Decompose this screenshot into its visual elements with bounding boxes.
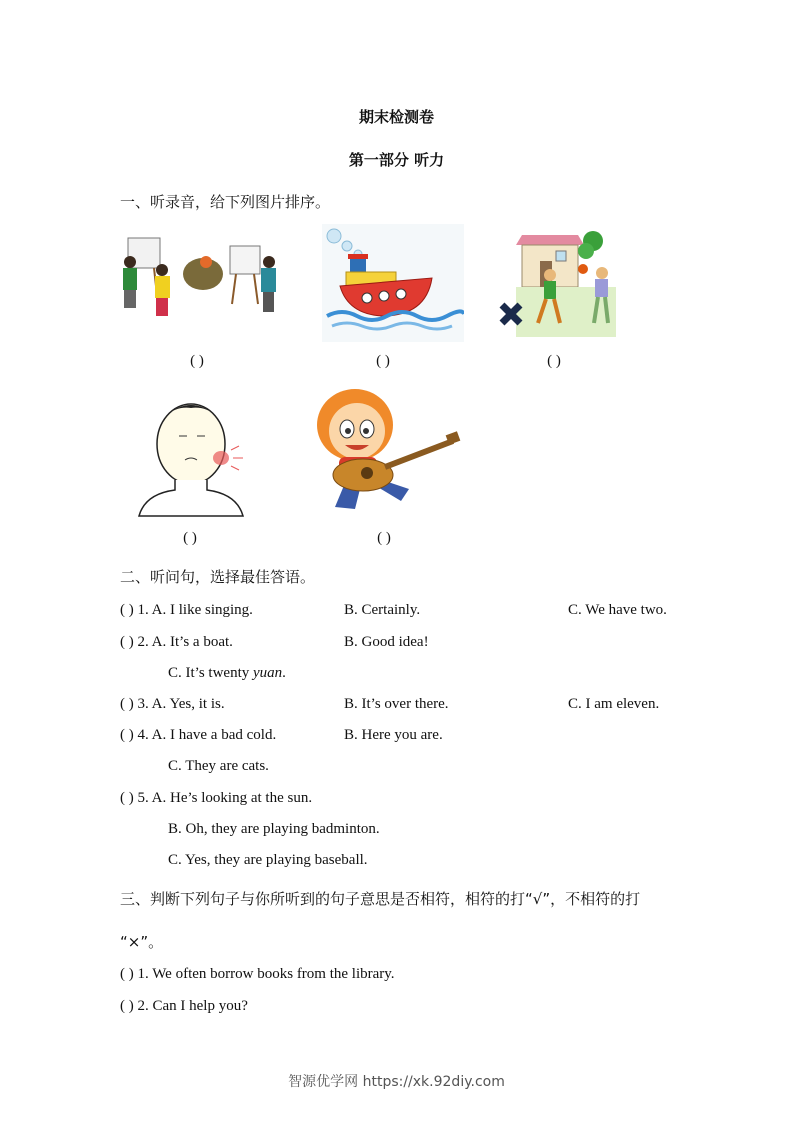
kids-playing-ball-illustration (498, 227, 616, 337)
page-title: 期末检测卷 (358, 108, 434, 126)
picture-2-blank[interactable]: ( ) (376, 353, 390, 369)
section3-heading: 三、判断下列句子与你所听到的句子意思是否相符，相符的打“√”，不相符的打 (120, 890, 641, 908)
q5-option-a[interactable]: ( ) 5. A. He’s looking at the sun. (120, 790, 313, 806)
q2-option-b[interactable]: B. Good idea! (344, 634, 429, 650)
boy-with-toothache-illustration (135, 390, 247, 518)
part-title: 第一部分 听力 (348, 151, 445, 169)
footer-watermark: 智源优学网 https://xk.92diy.com (288, 1074, 505, 1090)
q2-option-a[interactable]: ( ) 2. A. It’s a boat. (120, 634, 233, 650)
q2-option-c[interactable] (168, 665, 286, 682)
s3-item-1[interactable]: ( ) 1. We often borrow books from the library. (120, 966, 395, 982)
picture-4-blank[interactable]: ( ) (183, 530, 197, 546)
q5-option-b[interactable]: B. Oh, they are playing badminton. (168, 821, 380, 837)
q1-option-c[interactable]: C. We have two. (568, 602, 667, 618)
children-painting-illustration (118, 232, 282, 332)
picture-1-blank[interactable]: ( ) (190, 353, 204, 369)
q1-option-b[interactable]: B. Certainly. (344, 602, 421, 618)
q4-option-a[interactable]: ( ) 4. A. I have a bad cold. (120, 727, 277, 743)
q4-option-b[interactable]: B. Here you are. (344, 727, 443, 743)
q2-option-c-text: C. It’s twenty (168, 665, 253, 681)
section1-heading: 一、听录音，给下列图片排序。 (120, 193, 331, 211)
picture-3-blank[interactable]: ( ) (547, 353, 561, 369)
q1-option-a[interactable]: ( ) 1. A. I like singing. (120, 602, 253, 618)
picture-5-blank[interactable]: ( ) (377, 530, 391, 546)
section2-heading: 二、听问句，选择最佳答语。 (120, 568, 316, 586)
q5-option-c[interactable]: C. Yes, they are playing baseball. (168, 852, 368, 868)
cartoon-ship-illustration (322, 224, 464, 342)
q4-option-c[interactable]: C. They are cats. (168, 758, 269, 774)
q2-option-c-end: . (282, 665, 286, 681)
q3-option-a[interactable]: ( ) 3. A. Yes, it is. (120, 696, 225, 712)
q3-option-b[interactable]: B. It’s over there. (344, 696, 449, 712)
section3-heading-cont: “×”。 (120, 933, 164, 951)
boy-playing-guitar-illustration (305, 385, 465, 517)
q2-option-c-italic: yuan (253, 665, 283, 681)
s3-item-2[interactable]: ( ) 2. Can I help you? (120, 998, 248, 1014)
q3-option-c[interactable]: C. I am eleven. (568, 696, 660, 712)
